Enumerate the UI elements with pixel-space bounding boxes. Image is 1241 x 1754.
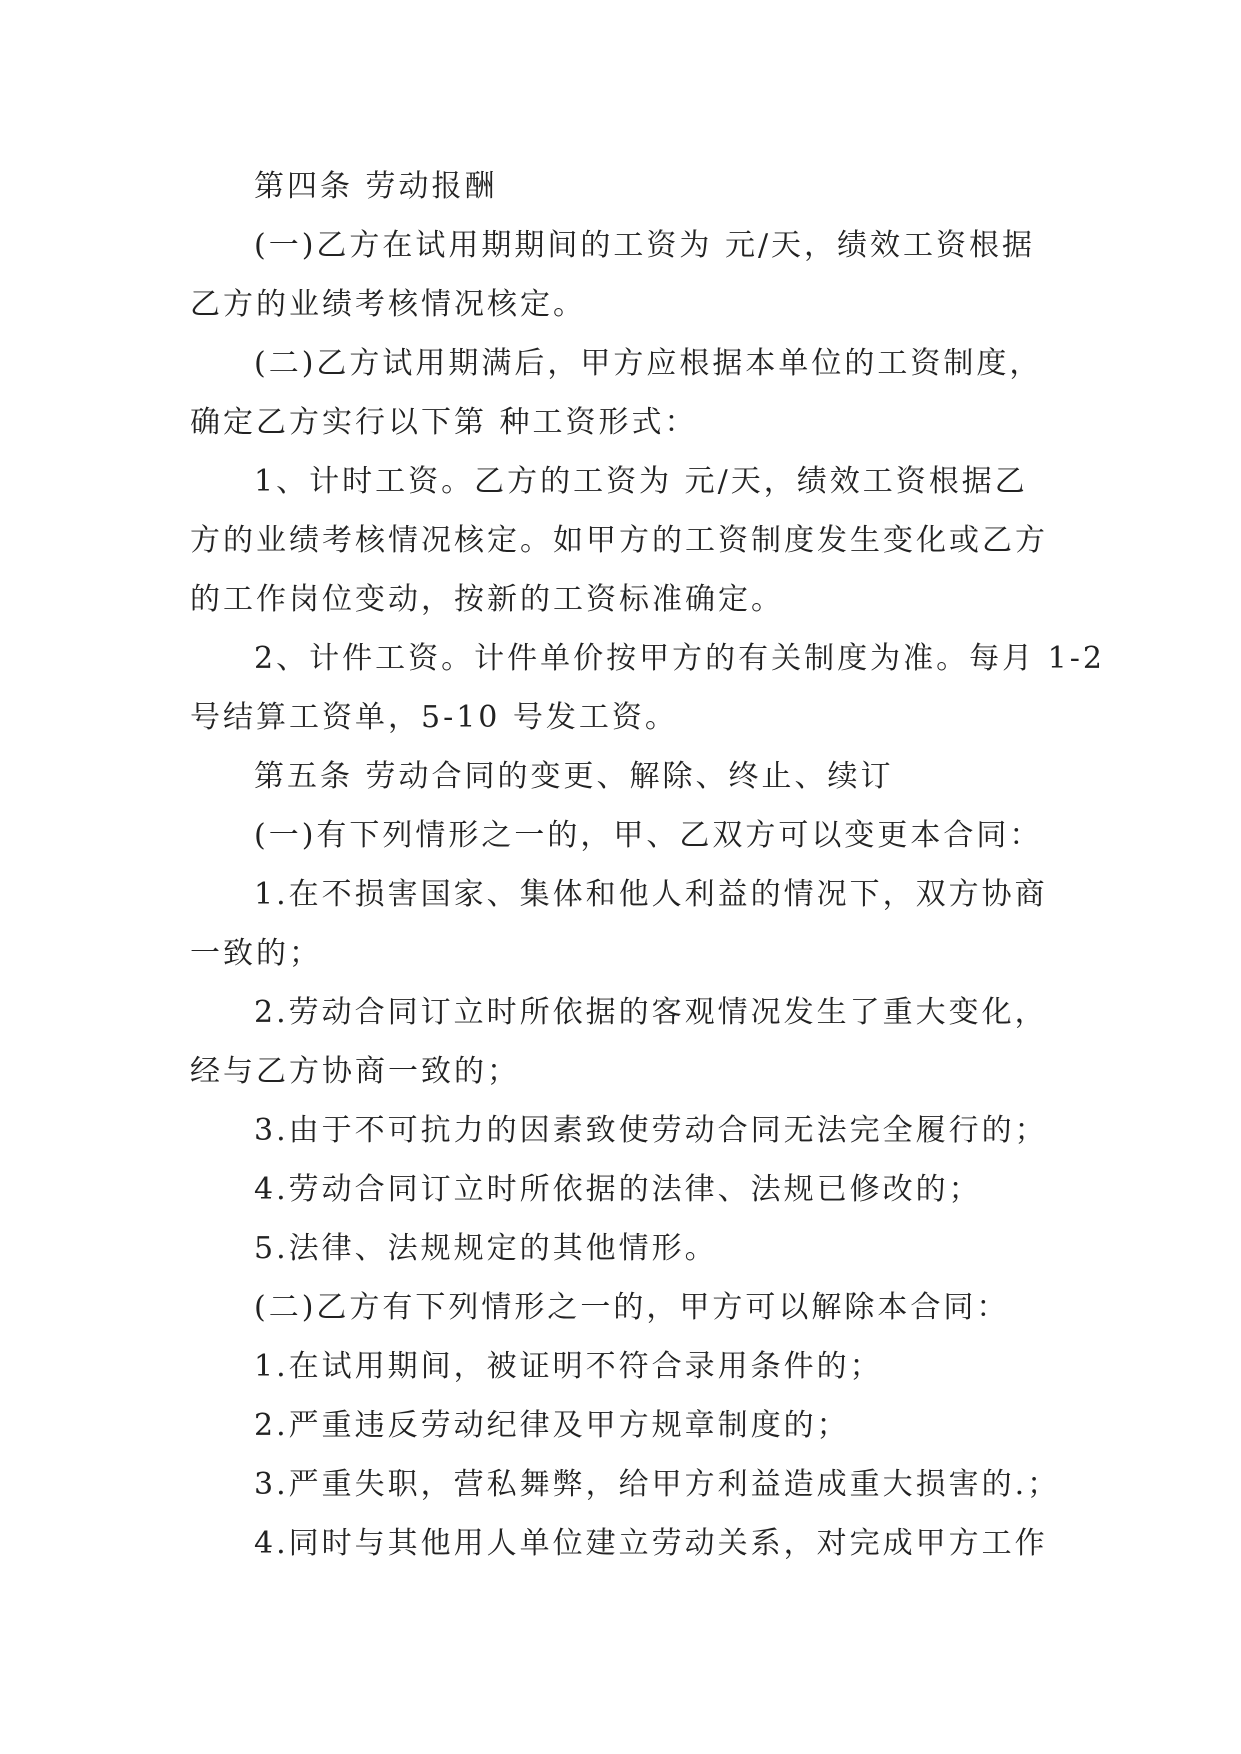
- text-line: 1.在试用期间，被证明不符合录用条件的；: [254, 1349, 883, 1384]
- text-line: 1.在不损害国家、集体和他人利益的情况下，双方协商: [254, 877, 1048, 912]
- text-line: 经与乙方协商一致的；: [190, 1054, 520, 1089]
- text-line: 2.劳动合同订立时所依据的客观情况发生了重大变化，: [254, 995, 1048, 1030]
- text-line: 第四条 劳动报酬: [254, 169, 498, 204]
- text-line: 4.劳动合同订立时所依据的法律、法规已修改的；: [254, 1172, 982, 1207]
- text-line: (一)乙方在试用期期间的工资为 元/天，绩效工资根据: [254, 228, 1036, 263]
- text-line: 4.同时与其他用人单位建立劳动关系，对完成甲方工作: [254, 1526, 1048, 1561]
- text-line: 的工作岗位变动，按新的工资标准确定。: [190, 582, 784, 617]
- text-line: (二)乙方试用期满后，甲方应根据本单位的工资制度，: [254, 346, 1043, 381]
- text-line: (二)乙方有下列情形之一的，甲方可以解除本合同：: [254, 1290, 1010, 1325]
- text-line: 号结算工资单，5-10 号发工资。: [190, 700, 678, 735]
- text-line: 2、计件工资。计件单价按甲方的有关制度为准。每月 1-2: [254, 641, 1105, 676]
- text-line: 2.严重违反劳动纪律及甲方规章制度的；: [254, 1408, 850, 1443]
- text-line: 3.由于不可抗力的因素致使劳动合同无法完全履行的；: [254, 1113, 1048, 1148]
- text-line: 确定乙方实行以下第 种工资形式：: [190, 405, 698, 440]
- text-line: 1、计时工资。乙方的工资为 元/天，绩效工资根据乙: [254, 464, 1028, 499]
- text-line: 一致的；: [190, 936, 322, 971]
- text-line: 方的业绩考核情况核定。如甲方的工资制度发生变化或乙方: [190, 523, 1048, 558]
- text-line: 3.严重失职，营私舞弊，给甲方利益造成重大损害的.；: [254, 1467, 1061, 1502]
- text-line: 第五条 劳动合同的变更、解除、终止、续订: [254, 759, 894, 794]
- text-line: (一)有下列情形之一的，甲、乙双方可以变更本合同：: [254, 818, 1043, 853]
- text-line: 乙方的业绩考核情况核定。: [190, 287, 586, 322]
- text-line: 5.法律、法规规定的其他情形。: [254, 1231, 718, 1266]
